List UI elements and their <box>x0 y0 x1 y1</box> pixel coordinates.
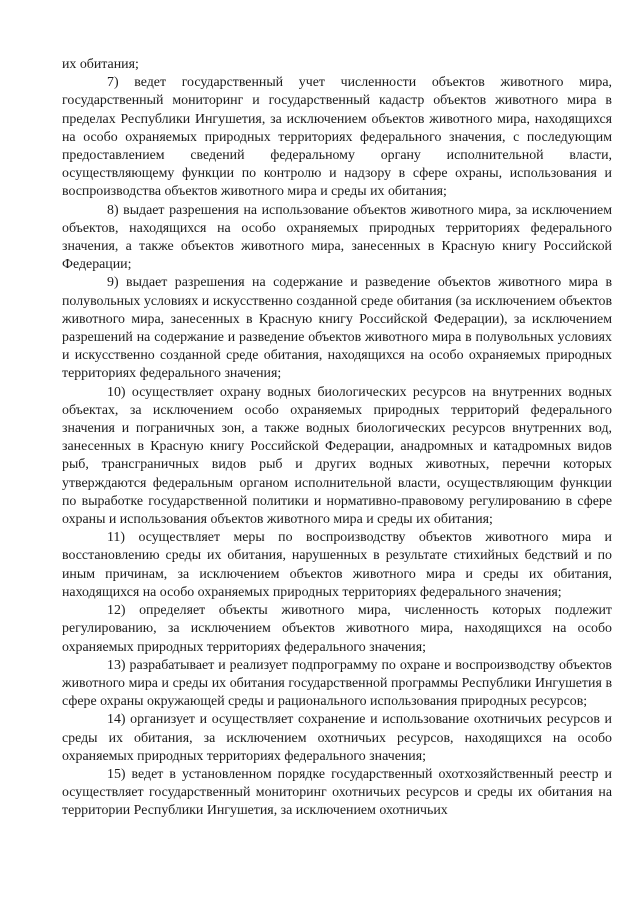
paragraph-item-9: 9) выдает разрешения на содержание и разведение объектов животного мира в полувольных условиях и искусственно созданной среде обитания (за исключением объектов животного мира, занесенных в Красную книгу Российской Федерации), за исключением разрешений на содержание и разведение объектов животного мира в полувольных условиях и искусственно созданной среде обитания, находящихся на особо охраняемых природных территориях федерального значения; <box>62 275 612 382</box>
document-page <box>62 56 612 821</box>
paragraph-item-15: 15) ведет в установленном порядке государственный охотхозяйственный реестр и осуществляет государственный мониторинг охотничьих ресурсов и среды их обитания на территории Республики Ингушетия, за исключением охотничьих <box>62 766 612 819</box>
paragraph-item-12: 12) определяет объекты животного мира, численность которых подлежит регулированию, за исключением объектов животного мира, находящихся на особо охраняемых природных территориях федерального значения; <box>62 603 612 655</box>
paragraph-continuation: их обитания; <box>62 57 139 72</box>
paragraph-item-11: 11) осуществляет меры по воспроизводству объектов животного мира и восстановлению среды их обитания, нарушенных в результате стихийных бедствий и по иным причинам, за исключением объектов животного мира и среды их обитания, находящихся на особо охраняемых природных территориях федерального значения; <box>62 530 612 600</box>
paragraph-item-8: 8) выдает разрешения на использование объектов животного мира, за исключением объектов, находящихся на особо охраняемых природных территориях федерального значения, а также объектов животного мира, занесенных в Красную книгу Российской Федерации; <box>62 202 612 273</box>
paragraph-item-13: 13) разрабатывает и реализует подпрограмму по охране и воспроизводству объектов животного мира и среды их обитания государственной программы Республики Ингушетия в сфере охраны окружающей среды и рационального использования природных ресурсов; <box>62 657 612 710</box>
paragraph-item-10: 10) осуществляет охрану водных биологических ресурсов на внутренних водных объектах, за исключением особо охраняемых природных территорий федерального значения и пограничных зон, а также водных биологических ресурсов внутренних вод, занесенных в Красную книгу Российской Федерации, анадромных и катадромных видов рыб, трансграничных видов рыб и других водных животных, перечни которых утверждаются федеральным органом исполнительной власти, осуществляющим функции по выработке государственной политики и нормативно-правовому регулированию в сфере охраны и использования объектов животного мира и среды их обитания; <box>62 384 612 528</box>
paragraph-item-14: 14) организует и осуществляет сохранение и использование охотничьих ресурсов и среды их обитания, за исключением охотничьих ресурсов, находящихся на особо охраняемых природных территориях федерального значения; <box>62 712 612 764</box>
paragraph-item-7: 7) ведет государственный учет численности объектов животного мира, государственный мониторинг и государственный кадастр объектов животного мира в пределах Республики Ингушетия, за исключением объектов животного мира, находящихся на особо охраняемых природных территориях федерального значения, с последующим предоставлением сведений федеральному органу исполнительной власти, осуществляющему функции по контролю и надзору в сфере охраны, использования и воспроизводства объектов животного мира и среды их обитания; <box>62 75 612 200</box>
